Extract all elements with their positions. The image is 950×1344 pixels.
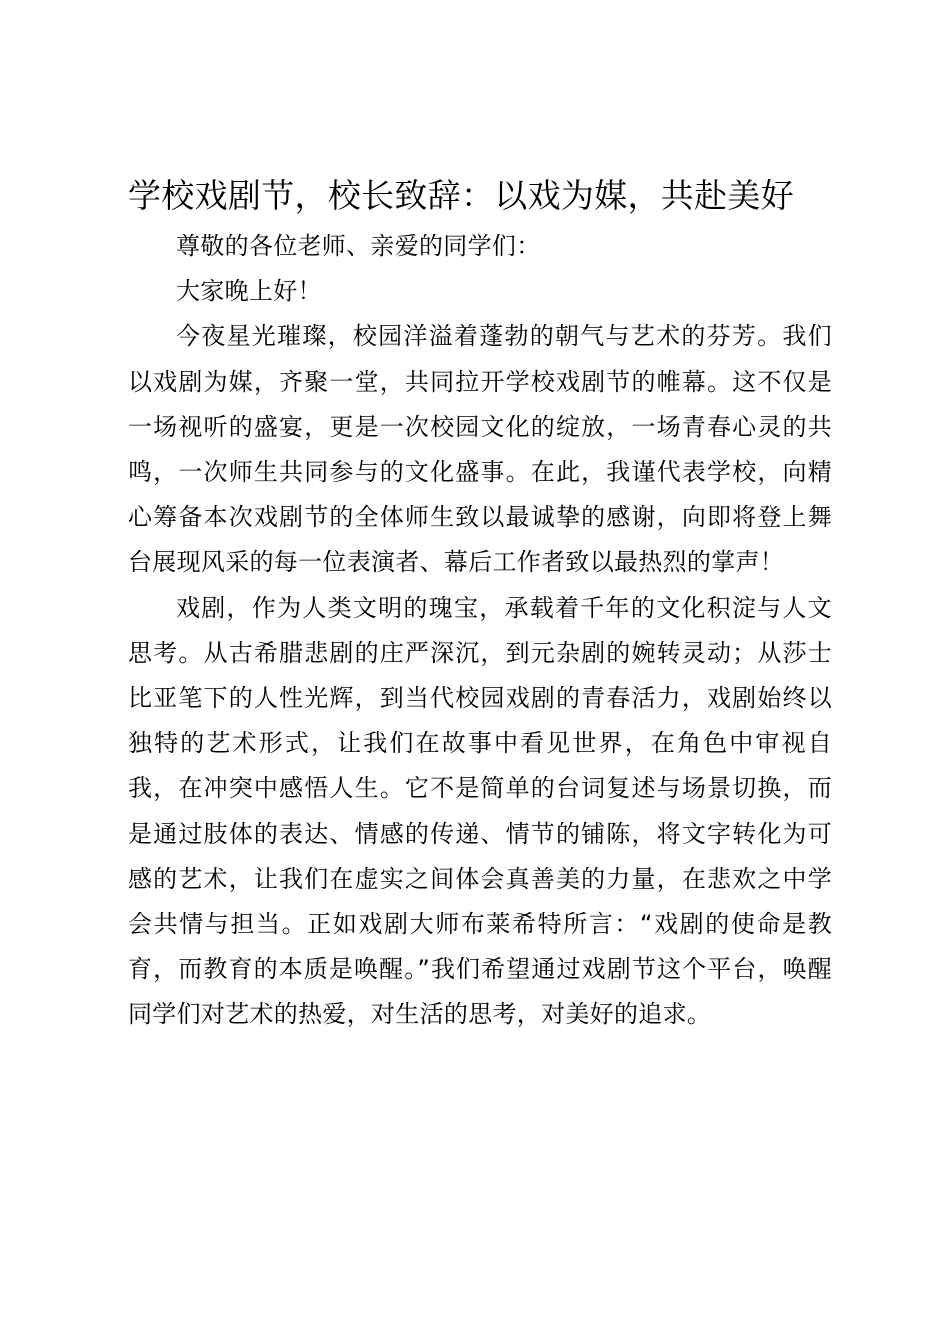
salutation-paragraph: 尊敬的各位老师、亲爱的同学们： (176, 232, 541, 260)
document-title: 学校戏剧节，校长致辞：以戏为媒，共赴美好 (128, 176, 794, 215)
drama-paragraph: 戏剧，作为人类文明的瑰宝，承载着千年的文化积淀与人文思考。从古希腊悲剧的庄严深沉，到元杂剧的婉转灵动；从莎士比亚笔下的人性光辉，到当代校园戏剧的青春活力，戏剧始终以独特的艺术形式，让我们在故事中看见世界，在角色中审视自我，在冲突中感悟人生。它不是简单的台词复述与场景切换，而是通过肢体的表达、情感的传递、情节的铺陈，将文字转化为可感的艺术，让我们在虚实之间体会真善美的力量，在悲欢之中学会共情与担当。正如戏剧大师布莱希特所言：“戏剧的使命是教育，而教育的本质是唤醒。”我们希望通过戏剧节这个平台，唤醒同学们对艺术的热爱，对生活的思考，对美好的追求。 (128, 593, 832, 1029)
document-body (128, 224, 832, 1038)
greeting-paragraph: 大家晚上好！ (176, 277, 322, 306)
opening-paragraph: 今夜星光璀璨，校园洋溢着蓬勃的朝气与艺术的芬芳。我们以戏剧为媒，齐聚一堂，共同拉开学校戏剧节的帷幕。这不仅是一场视听的盛宴，更是一次校园文化的绽放，一场青春心灵的共鸣，一次师生共同参与的文化盛事。在此，我谨代表学校，向精心筹备本次戏剧节的全体师生致以最诚挚的感谢，向即将登上舞台展现风采的每一位表演者、幕后工作者致以最热烈的掌声！ (128, 322, 832, 577)
